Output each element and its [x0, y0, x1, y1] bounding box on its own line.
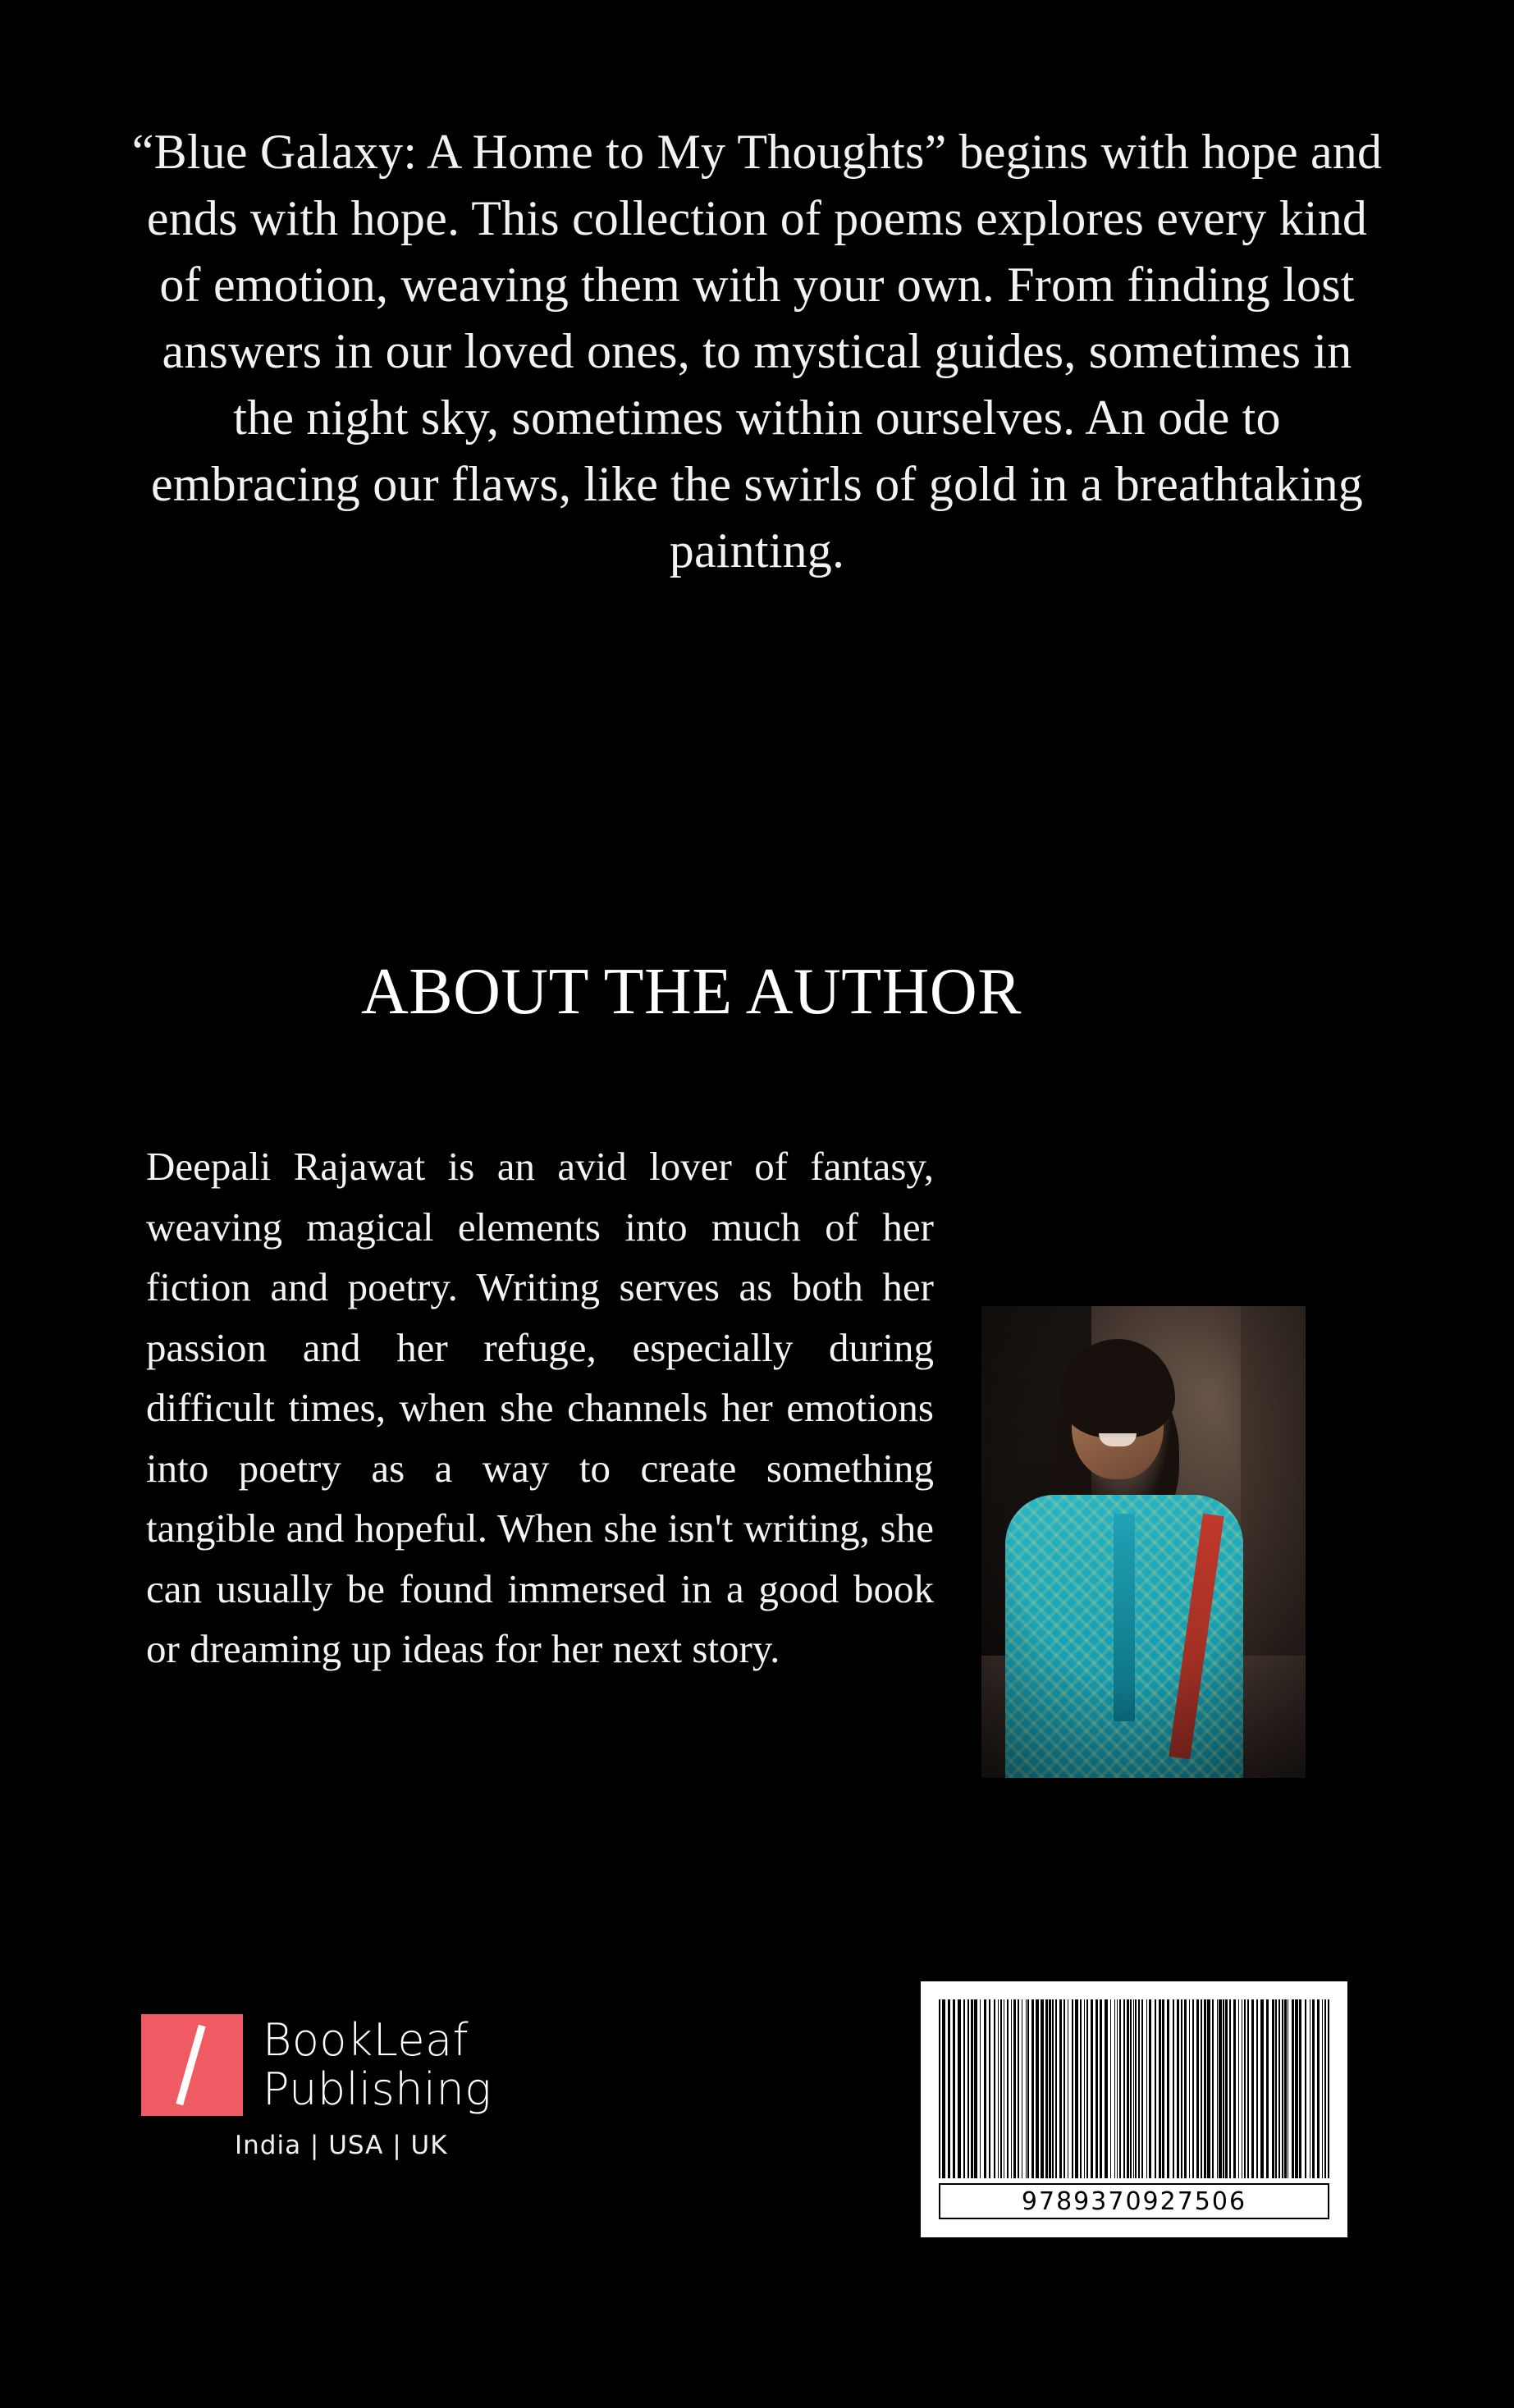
publisher-name-line2: Publishing: [263, 2063, 492, 2115]
barcode-bars: [939, 1999, 1329, 2178]
slash-icon: [176, 2025, 205, 2106]
author-bio-text: Deepali Rajawat is an avid lover of fantasy, weaving magical elements into much of her fiction and poetry. Writing serves as both her passion and her refuge, especially during difficult times, when she channels her emotions into poetry as a way to create something tangible and hopeful. When she isn't writing, she can usually be found immersed in a good book or dreaming up ideas for her next story.: [146, 1144, 934, 1671]
about-the-author-heading: ABOUT THE AUTHOR: [360, 956, 1022, 1028]
bookleaf-mark-icon: [141, 2014, 243, 2116]
publisher-name: [263, 2013, 492, 2115]
publisher-name-line1: BookLeaf: [263, 2013, 469, 2066]
isbn-barcode: [921, 1981, 1347, 2237]
publisher-logo-row: [141, 2014, 568, 2116]
book-blurb: “Blue Galaxy: A Home to My Thoughts” begins with hope and ends with hope. This collection of poems explores every kind of emotion, weaving them with your own. From finding lost answers in our loved ones, to mystical guides, sometimes in the night sky, sometimes within ourselves. An ode to embracing our flaws, like the swirls of gold in a breathtaking painting.: [131, 125, 1383, 578]
author-portrait-photo: [981, 1306, 1306, 1778]
isbn-number: 9789370927506: [939, 2183, 1329, 2219]
publisher-logo: [141, 2014, 568, 2160]
author-portrait-illustration: [981, 1306, 1306, 1778]
photo-vignette: [981, 1306, 1306, 1778]
publisher-locations: India | USA | UK: [235, 2131, 448, 2160]
